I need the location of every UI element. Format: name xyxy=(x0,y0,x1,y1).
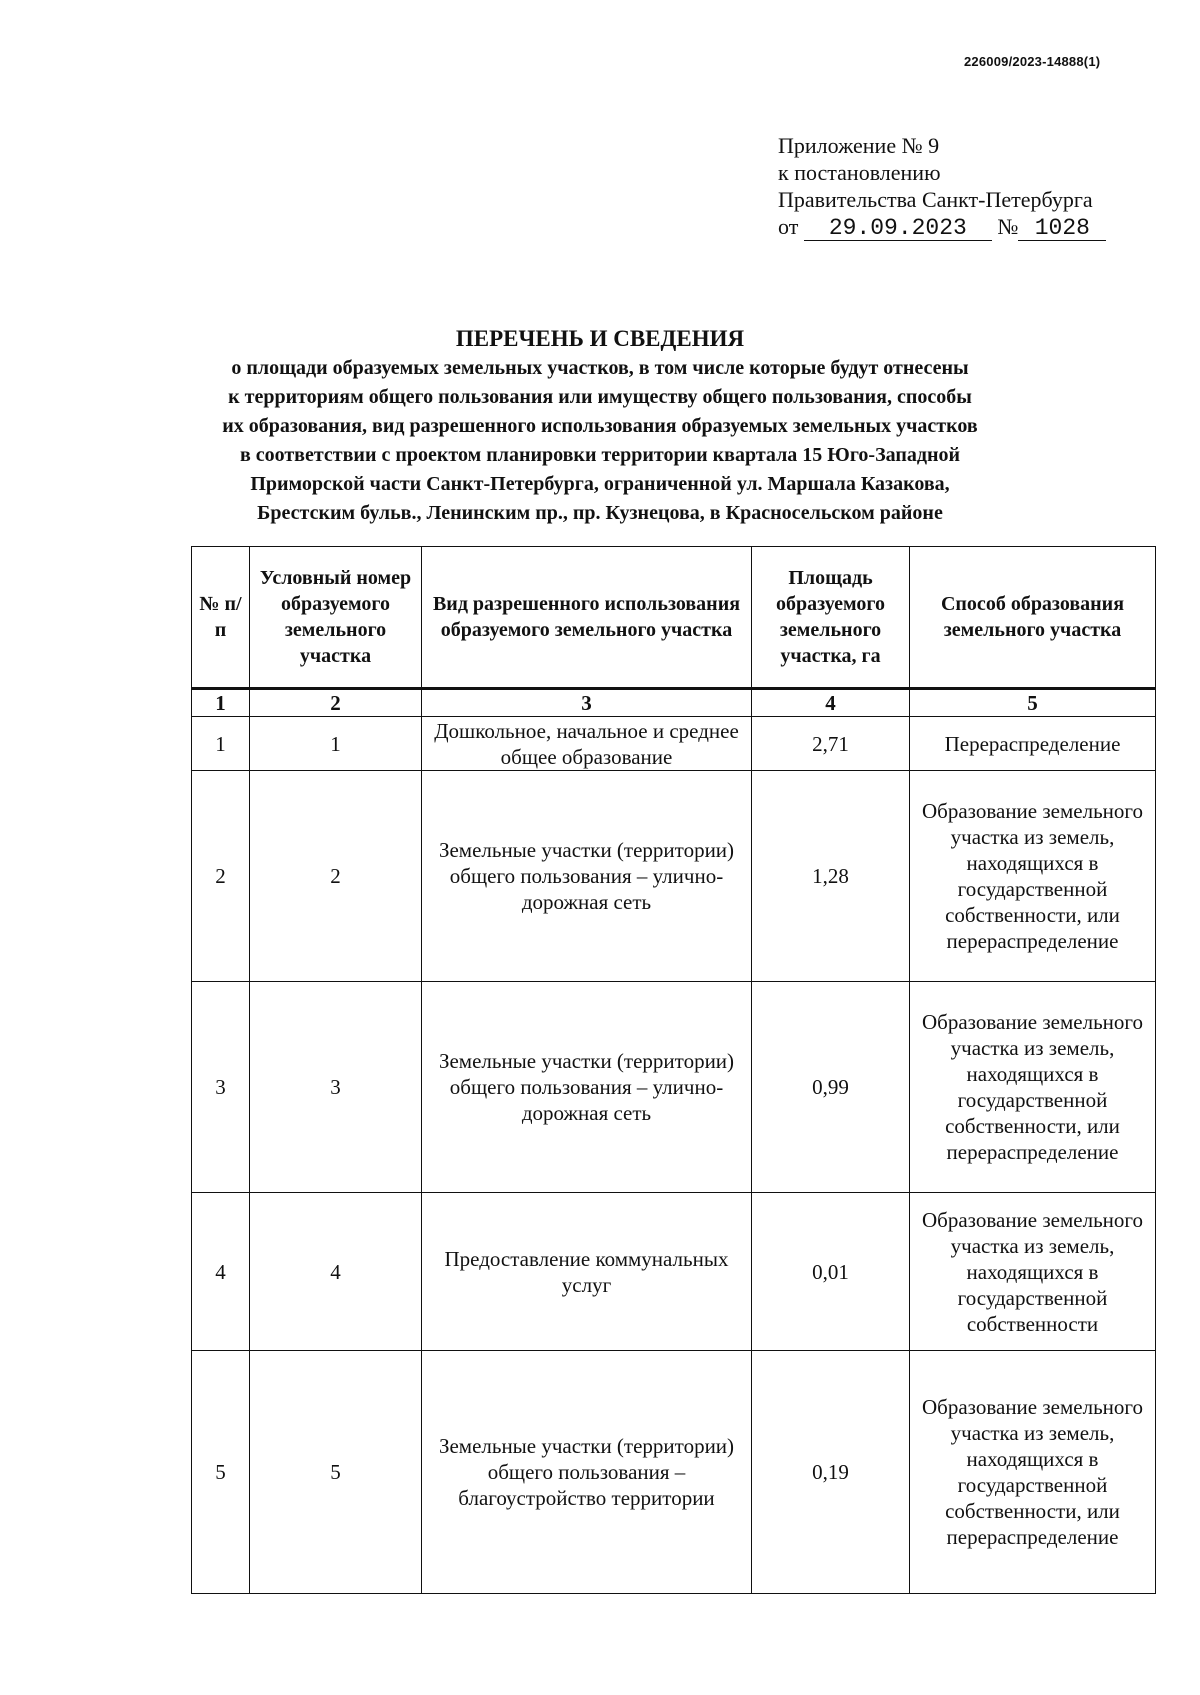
row-number: 1 xyxy=(192,717,250,771)
header-number: № п/п xyxy=(192,547,250,689)
row-number: 2 xyxy=(192,771,250,982)
header-plot-number: Условный номер образуемого земельного участка xyxy=(250,547,422,689)
formation-method: Образование земельного участка из земель, находящихся в государственной собственности, или перераспределение xyxy=(910,982,1156,1193)
table-row xyxy=(192,717,1156,771)
heading-line-4: в соответствии с проектом планировки территории квартала 15 Юго-Западной xyxy=(239,444,961,466)
column-number: 3 xyxy=(422,689,752,717)
table-row xyxy=(192,1351,1156,1594)
number-prefix: № xyxy=(997,214,1019,239)
table-header-row xyxy=(192,547,1156,689)
resolution-number: 1028 xyxy=(1018,216,1106,241)
document-title: ПЕРЕЧЕНЬ И СВЕДЕНИЯ xyxy=(455,326,745,351)
column-numbers-row xyxy=(192,689,1156,717)
header-formation-method: Способ образования земельного участка xyxy=(910,547,1156,689)
formation-method: Перераспределение xyxy=(910,717,1156,771)
formation-method: Образование земельного участка из земель, находящихся в государственной собственности, или перераспределение xyxy=(910,771,1156,982)
permitted-use: Дошкольное, начальное и среднее общее образование xyxy=(422,717,752,771)
permitted-use: Земельные участки (территории) общего пользования – благоустройство территории xyxy=(422,1351,752,1594)
row-number: 4 xyxy=(192,1193,250,1351)
heading-line-1: о площади образуемых земельных участков, в том числе которые будут отнесены xyxy=(231,357,969,379)
plot-number: 5 xyxy=(250,1351,422,1594)
row-number: 3 xyxy=(192,982,250,1193)
permitted-use: Предоставление коммунальных услуг xyxy=(422,1193,752,1351)
column-number: 4 xyxy=(752,689,910,717)
date-prefix: от xyxy=(778,214,799,239)
plot-area: 2,71 xyxy=(752,717,910,771)
heading-line-6: Брестским бульв., Ленинским пр., пр. Кузнецова, в Красносельском районе xyxy=(257,502,943,524)
header-permitted-use: Вид разрешенного использования образуемого земельного участка xyxy=(422,547,752,689)
document-heading xyxy=(150,324,1050,528)
plot-area: 0,01 xyxy=(752,1193,910,1351)
plot-area: 0,99 xyxy=(752,982,910,1193)
resolution-date: 29.09.2023 xyxy=(804,216,992,241)
column-number: 2 xyxy=(250,689,422,717)
plot-area: 1,28 xyxy=(752,771,910,982)
row-number: 5 xyxy=(192,1351,250,1594)
plot-number: 3 xyxy=(250,982,422,1193)
header-area: Площадь образуемого земельного участка, га xyxy=(752,547,910,689)
appendix-date-line xyxy=(778,213,1106,241)
appendix-government: Правительства Санкт-Петербурга xyxy=(778,187,1093,212)
appendix-resolution: к постановлению xyxy=(778,160,941,185)
formation-method: Образование земельного участка из земель, находящихся в государственной собственности, или перераспределение xyxy=(910,1351,1156,1594)
appendix-block xyxy=(778,132,1106,241)
appendix-title: Приложение № 9 xyxy=(778,133,940,158)
column-number: 5 xyxy=(910,689,1156,717)
table-row xyxy=(192,1193,1156,1351)
plot-area: 0,19 xyxy=(752,1351,910,1594)
column-number: 1 xyxy=(192,689,250,717)
heading-line-5: Приморской части Санкт-Петербурга, ограниченной ул. Маршала Казакова, xyxy=(250,473,950,495)
registration-number: 226009/2023-14888(1) xyxy=(964,54,1101,69)
land-plots-table xyxy=(191,546,1156,1594)
table-row xyxy=(192,771,1156,982)
formation-method: Образование земельного участка из земель, находящихся в государственной собственности xyxy=(910,1193,1156,1351)
permitted-use: Земельные участки (территории) общего пользования – улично-дорожная сеть xyxy=(422,982,752,1193)
plot-number: 1 xyxy=(250,717,422,771)
plot-number: 4 xyxy=(250,1193,422,1351)
heading-line-3: их образования, вид разрешенного использования образуемых земельных участков xyxy=(222,415,978,437)
heading-line-2: к территориям общего пользования или имуществу общего пользования, способы xyxy=(228,386,972,408)
plot-number: 2 xyxy=(250,771,422,982)
table-row xyxy=(192,982,1156,1193)
permitted-use: Земельные участки (территории) общего пользования – улично-дорожная сеть xyxy=(422,771,752,982)
